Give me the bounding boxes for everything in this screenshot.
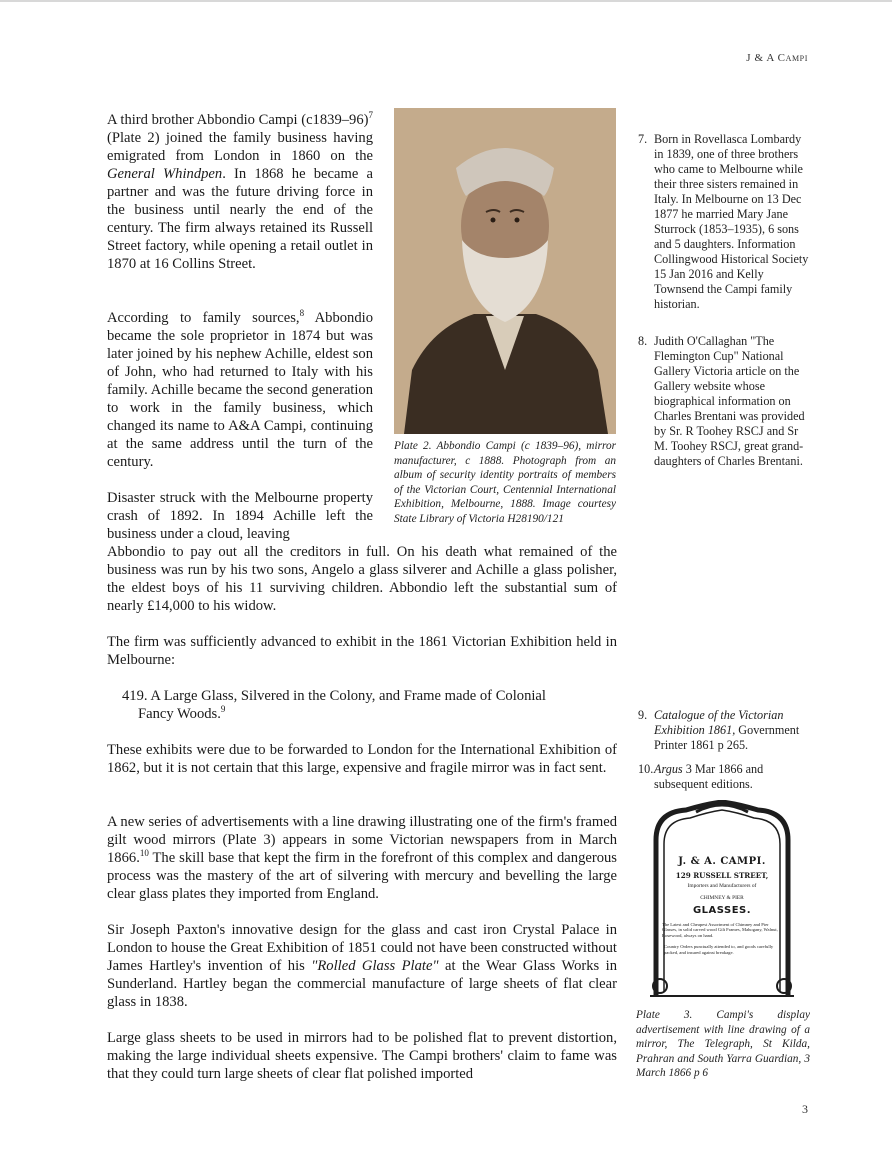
- ad-product-line: CHIMNEY & PIER: [700, 895, 744, 901]
- ad-product-title: GLASSES.: [692, 905, 752, 916]
- paragraph-5: These exhibits were due to be forwarded to London for the International Exhibition of 1862, but it is not certain that this large, expensive and fragile mirror was in fact sent.: [107, 742, 617, 776]
- plate-2-caption: Plate 2. Abbondio Campi (c 1839–96), mirror manufacturer, c 1888. Photograph from an album of security identity portraits of members of the Victorian Court, Centennial International Exhibition, Melbourne, 1888. Image courtesy State Library of Victoria H28190/121: [394, 440, 616, 525]
- footnote-number: 9.: [638, 708, 648, 722]
- ad-firm-name: J. & A. CAMPI.: [678, 856, 766, 867]
- paragraph-4: The firm was sufficiently advanced to exhibit in the 1861 Victorian Exhibition held in Melbourne:: [107, 634, 617, 668]
- exhibition-quote: [122, 687, 617, 723]
- footnote-text: Judith O'Callaghan "The Flemington Cup" National Gallery Victoria article on the Gallery website whose biographical information on Charles Brentani was provided by Sr. R Toohey RSCJ and Sr M. Toohey RSCJ, great grand-daughters of Charles Brentani.: [654, 334, 805, 468]
- paragraph-1: [107, 111, 373, 273]
- footnote-rest: Government Printer 1861 p 265.: [654, 723, 800, 752]
- advertisement-text: [652, 848, 792, 955]
- p7-text-b: at the Wear Glass Works in Sunderland. Hartley began the commercial manufacture of large sheets of flat clear glass in 1838.: [107, 958, 617, 1010]
- footnote-rest: 3 Mar 1866 and subsequent editions.: [654, 762, 764, 791]
- footnote-ref-8[interactable]: 8: [299, 308, 305, 319]
- p2-text-b: Abbondio became the sole proprietor in 1874 but was later joined by his nephew Achille, eldest son of John, who had returned to Italy with his family. Achille became the second generation to work in the family business, which changed its name to A&A Campi, continuing at the same address until the turn of the century.: [107, 310, 373, 470]
- footnote-10: [638, 762, 810, 792]
- p1-text-c: . In 1868 he became a partner and was the future driving force in the business until nearly the end of the century. The firm always retained its Russell Street factory, while opening a retail outlet in 1870 at 16 Collins Street.: [107, 166, 373, 272]
- quote-line-2: Fancy Woods.: [138, 706, 221, 722]
- paragraph-3-start: Disaster struck with the Melbourne property crash of 1892. In 1894 Achille left the business under a cloud, leaving: [107, 490, 373, 542]
- paragraph-6: [107, 813, 617, 903]
- paragraph-7: [107, 921, 617, 1011]
- ad-description: The Latest and Cheapest Assortment of Chimney and Pier Glasses, in solid carved wood Gilt Frames, Mahogany, Walnut, Rosewood, always on hand.: [662, 922, 778, 938]
- paragraph-2: [107, 309, 373, 471]
- footnote-number: 8.: [638, 334, 648, 348]
- footnote-8: [638, 334, 810, 469]
- footnote-9: [638, 708, 810, 753]
- footnote-text: Born in Rovellasca Lombardy in 1839, one of three brothers who came to Melbourne while their three sisters remained in Italy. In Melbourne on 13 Dec 1877 he married Mary Jane Sturrock (1853–1935), 6 sons and 5 daughters. Information Collingwood Historical Society 15 Jan 2016 and Kelly Townsend the Campi family historian.: [654, 132, 809, 311]
- p1-text-b: (Plate 2) joined the family business having emigrated from London in 1860 on the: [107, 130, 373, 164]
- footnote-ref-7[interactable]: 7: [368, 110, 373, 121]
- advertisement-image: [636, 800, 808, 1002]
- ad-country-orders: Country Orders punctually attended to, and goods carefully packed, and insured against breakage.: [664, 944, 774, 955]
- footnote-italic: Catalogue of the Victorian Exhibition 1861,: [654, 708, 784, 737]
- p6-text-b: The skill base that kept the firm in the forefront of this complex and dangerous process was the mastery of the art of silvering with mercury and bevelling the large clear glass plates they imported from England.: [107, 850, 617, 902]
- footnote-text: [638, 708, 810, 753]
- paragraph-3-end: Abbondio to pay out all the creditors in full. On his death what remained of the business was run by his two sons, Angelo a glass silverer and Achille a glass polisher, the eldest boys of his 11 surviving children. Abbondio left the substantial sum of nearly £14,000 to his widow.: [107, 544, 617, 614]
- ad-tagline: Importers and Manufacturers of: [687, 883, 757, 889]
- portrait-photo: [394, 108, 616, 434]
- page-number: 3: [802, 1102, 808, 1116]
- footnote-ref-10[interactable]: 10: [139, 848, 149, 859]
- left-eye: [491, 218, 496, 223]
- p7-italic: "Rolled Glass Plate": [311, 958, 439, 974]
- footnote-number: 10.: [638, 762, 654, 776]
- footnote-number: 7.: [638, 132, 648, 146]
- footnote-ref-9[interactable]: 9: [220, 704, 226, 715]
- footnote-7: [638, 132, 810, 312]
- ad-address: 129 RUSSELL STREET,: [675, 871, 769, 880]
- p1-text-a: A third brother Abbondio Campi (c1839–96): [107, 112, 369, 128]
- ship-name: General Whindpen: [107, 166, 223, 182]
- paragraph-8: Large glass sheets to be used in mirrors had to be polished flat to prevent distortion, making the large individual sheets expensive. The Campi brothers' claim to fame was that they could turn large sheets of clear flat polished imported: [107, 1030, 617, 1082]
- p6-text-a: A new series of advertisements with a line drawing illustrating one of the firm's framed gilt wood mirrors (Plate 3) appears in some Victorian newspapers from in March 1866.: [107, 814, 617, 866]
- top-rule: [0, 0, 892, 2]
- footnote-text: [638, 762, 810, 792]
- plate-3-caption: Plate 3. Campi's display advertisement with line drawing of a mirror, The Telegraph, St Kilda, Prahran and South Yarra Guardian, 3 March 1866 p 6: [636, 1009, 810, 1079]
- p2-text-a: According to family sources,: [107, 310, 300, 326]
- running-head: J & A Campi: [746, 52, 808, 64]
- quote-line-1: 419. A Large Glass, Silvered in the Colony, and Frame made of Colonial: [122, 688, 546, 704]
- right-eye: [515, 218, 520, 223]
- p7-text-a: Sir Joseph Paxton's innovative design for the glass and cast iron Crystal Palace in London to house the Great Exhibition of 1851 could not have been constructed without James Hartley's invention of his: [107, 922, 617, 974]
- portrait-figure-svg: [394, 108, 616, 434]
- footnote-italic: Argus: [654, 762, 683, 776]
